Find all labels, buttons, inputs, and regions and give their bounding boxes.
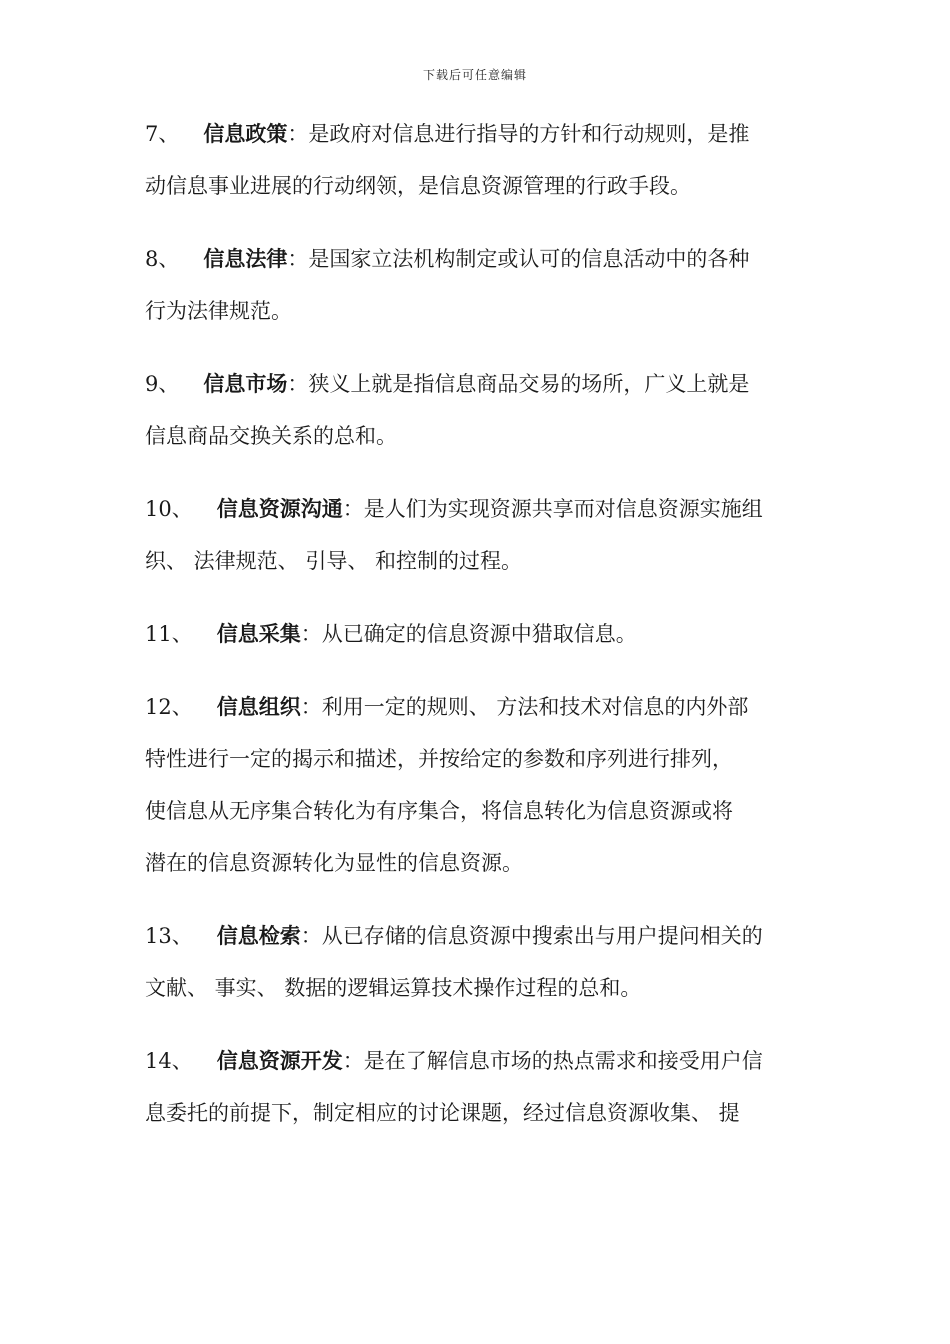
entry-first-line — [145, 910, 810, 962]
entry-number: 12、 — [145, 695, 193, 719]
definition-entry — [145, 1035, 810, 1139]
definition-entry — [145, 910, 810, 1014]
definition-entry — [145, 483, 810, 587]
entry-continuation-line: 织、 法律规范、 引导、 和控制的过程。 — [145, 549, 523, 573]
entry-number: 8、 — [145, 247, 180, 271]
page-header: 下载后可任意编辑 — [422, 68, 527, 82]
entry-term: 信息采集 — [216, 621, 301, 646]
definition-entry — [145, 233, 810, 337]
entry-continuation-line: 息委托的前提下，制定相应的讨论课题，经过信息资源收集、 提 — [145, 1101, 740, 1125]
entry-definition: ：是在了解信息市场的热点需求和接受用户信 — [342, 1049, 763, 1073]
entry-number: 11、 — [145, 622, 193, 646]
entry-number: 10、 — [145, 497, 193, 521]
definition-entry — [145, 681, 810, 889]
entry-definition: ：是人们为实现资源共享而对信息资源实施组 — [342, 497, 763, 521]
entry-continuation-line: 文献、 事实、 数据的逻辑运算技术操作过程的总和。 — [145, 976, 642, 1000]
entry-number: 13、 — [145, 924, 193, 948]
document-body — [145, 108, 810, 1160]
entry-definition: ：从已确定的信息资源中猎取信息。 — [300, 622, 637, 646]
entry-first-line — [145, 1035, 810, 1087]
entry-continuation-line: 特性进行一定的揭示和描述，并按给定的参数和序列进行排列， — [145, 747, 733, 771]
entry-definition: ：狭义上就是指信息商品交易的场所，广义上就是 — [287, 372, 750, 396]
entry-term: 信息组织 — [216, 694, 301, 719]
entry-term: 信息资源沟通 — [216, 496, 343, 521]
entry-term: 信息法律 — [203, 246, 288, 271]
entry-first-line — [145, 358, 810, 410]
entry-definition: ：从已存储的信息资源中搜索出与用户提问相关的 — [300, 924, 763, 948]
entry-first-line — [145, 233, 810, 285]
entry-definition: ：是政府对信息进行指导的方针和行动规则，是推 — [287, 122, 750, 146]
entry-continuation-line: 信息商品交换关系的总和。 — [145, 424, 397, 448]
definition-entry — [145, 108, 810, 212]
entry-term: 信息资源开发 — [216, 1048, 343, 1073]
entry-continuation-line: 潜在的信息资源转化为显性的信息资源。 — [145, 851, 523, 875]
entry-definition: ：是国家立法机构制定或认可的信息活动中的各种 — [287, 247, 750, 271]
entry-number: 14、 — [145, 1049, 193, 1073]
entry-number: 7、 — [145, 122, 180, 146]
entry-term: 信息检索 — [216, 923, 301, 948]
entry-continuation-line: 使信息从无序集合转化为有序集合，将信息转化为信息资源或将 — [145, 799, 733, 823]
entry-first-line — [145, 608, 810, 660]
entry-definition: ：利用一定的规则、 方法和技术对信息的内外部 — [300, 695, 749, 719]
definition-entry — [145, 608, 810, 660]
entry-term: 信息市场 — [203, 371, 288, 396]
entry-first-line — [145, 681, 810, 733]
definition-entry — [145, 358, 810, 462]
entry-continuation-line: 动信息事业进展的行动纲领，是信息资源管理的行政手段。 — [145, 174, 691, 198]
entry-first-line — [145, 483, 810, 535]
entry-first-line — [145, 108, 810, 160]
entry-continuation-line: 行为法律规范。 — [145, 299, 292, 323]
entry-number: 9、 — [145, 372, 180, 396]
entry-term: 信息政策 — [203, 121, 288, 146]
